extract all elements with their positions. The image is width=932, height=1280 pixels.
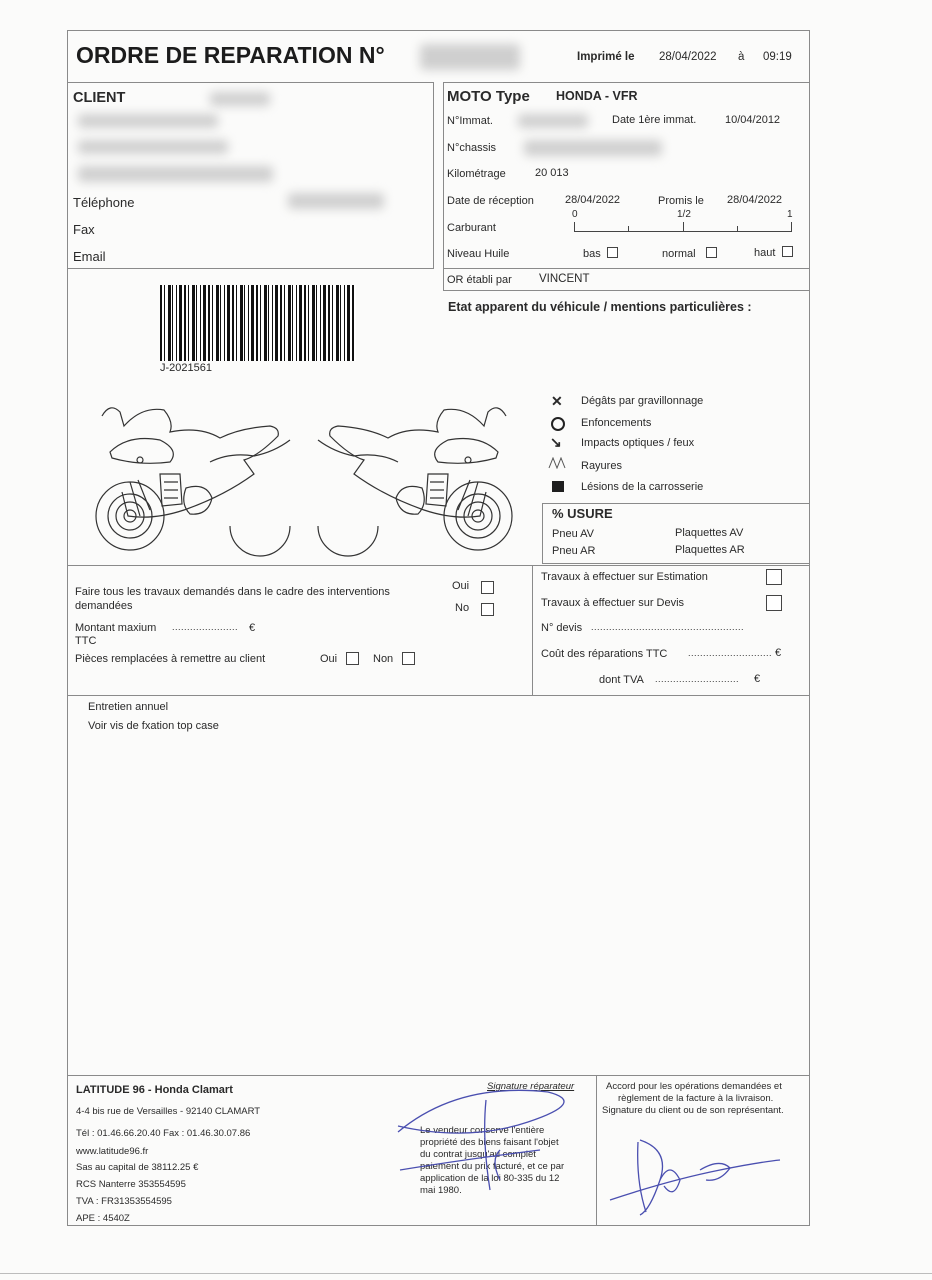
reception-date-value: 28/04/2022 — [565, 194, 621, 206]
all-works-no-checkbox[interactable] — [481, 603, 494, 616]
company-address: 4-4 bis rue de Versailles - 92140 CLAMART — [76, 1106, 261, 1117]
all-works-label: Faire tous les travaux demandés dans le cadre des interventions — [75, 586, 390, 598]
rear-pads-label: Plaquettes AR — [675, 544, 745, 556]
estimation-label: Travaux à effectuer sur Estimation — [541, 571, 708, 583]
page-title: ORDRE DE REPARATION N° — [76, 42, 385, 68]
all-works-yes-label: Oui — [452, 580, 470, 592]
all-works-label-cont: demandées — [75, 600, 133, 612]
chassis-redacted — [524, 140, 662, 156]
arrow-down-right-icon: ↘ — [550, 434, 562, 450]
promised-date-value: 28/04/2022 — [727, 194, 783, 206]
client-phone-label: Téléphone — [73, 195, 135, 210]
promised-date-label: Promis le — [658, 195, 704, 207]
oil-high-label: haut — [754, 247, 776, 259]
fuel-scale-empty: 0 — [572, 209, 578, 220]
repairer-signature-label: Signature réparateur — [487, 1081, 575, 1092]
oil-low-label: bas — [583, 248, 601, 260]
zigzag-icon — [548, 457, 568, 469]
divider — [596, 1075, 597, 1226]
circle-icon — [551, 417, 565, 431]
mileage-value: 20 013 — [535, 167, 569, 179]
parts-return-label: Pièces remplacées à remettre au client — [75, 653, 266, 665]
company-name: LATITUDE 96 - Honda Clamart — [76, 1084, 233, 1096]
legend-label: Enfoncements — [581, 417, 652, 429]
wear-heading: % USURE — [552, 506, 613, 521]
front-pads-label: Plaquettes AV — [675, 527, 744, 539]
first-registration-value: 10/04/2012 — [725, 114, 781, 126]
oil-level-label: Niveau Huile — [447, 248, 510, 260]
reception-date-label: Date de réception — [447, 195, 534, 207]
legend-label: Rayures — [581, 460, 622, 472]
quote-label: Travaux à effectuer sur Devis — [541, 597, 685, 609]
printed-label: Imprimé le — [577, 51, 635, 63]
barcode-text: J-2021561 — [160, 362, 212, 374]
vat-label: dont TVA — [599, 674, 644, 686]
client-signature[interactable] — [600, 1130, 800, 1220]
mileage-label: Kilométrage — [447, 168, 506, 180]
divider — [443, 268, 810, 269]
divider — [67, 1075, 810, 1076]
company-rcs: RCS Nanterre 353554595 — [76, 1179, 186, 1190]
printed-date: 28/04/2022 — [659, 51, 717, 63]
filled-square-icon — [552, 481, 564, 492]
oil-normal-label: normal — [662, 248, 696, 260]
all-works-yes-checkbox[interactable] — [481, 581, 494, 594]
established-by-value: VINCENT — [539, 273, 590, 285]
max-amount-ttc: TTC — [75, 635, 97, 647]
order-number-redacted — [420, 44, 520, 70]
first-registration-label: Date 1ère immat. — [612, 114, 697, 126]
repairer-signature[interactable] — [390, 1080, 595, 1200]
client-fax-label: Fax — [73, 222, 95, 237]
immat-redacted — [518, 114, 588, 128]
immat-label: N°Immat. — [447, 115, 493, 127]
printed-time: 09:19 — [763, 51, 792, 63]
divider — [67, 695, 810, 696]
client-heading: CLIENT — [73, 90, 126, 106]
vehicle-type-value: HONDA - VFR — [556, 89, 638, 103]
vehicle-state-heading: Etat apparent du véhicule / mentions particulières : — [448, 300, 752, 314]
estimation-checkbox[interactable] — [766, 569, 782, 585]
parts-return-yes-checkbox[interactable] — [346, 652, 359, 665]
established-by-label: OR établi par — [447, 274, 512, 286]
oil-high-checkbox[interactable] — [782, 246, 793, 257]
page-edge — [0, 1273, 932, 1274]
oil-low-checkbox[interactable] — [607, 247, 618, 258]
all-works-no-label: No — [455, 602, 470, 614]
repair-order-document: ORDRE DE REPARATION N° Imprimé le 28/04/2022 à 09:19 CLIENT Téléphone Fax Email MOTO Type HONDA - VFR N°Immat. Date 1ère immat. 10/04/2012 N°chassis Kilométrage 20 013 Date de réception 28/04/2022 Promis le 28/04/2022 Carburant 0 1/2 1 Niveau Huile bas normal haut OR établi par VINCENT J-2021561 Etat apparent du véhicule / mentions particulières : ✕ Dégâts par gravillonnage Enfoncements ↘ Impacts optiques / feux Rayures Lésions de la carrosserie % USURE Pneu AV Plaquettes AV Pneu AR Plaquettes AR Faire tous les travaux demandés dans le cadre des interventions demandées Oui No Montant maxium ...................... € TTC Pièces remplacées à remettre au client Oui Non Travaux à effectuer sur Estimation Travaux à effectuer sur Devis N° devis ................................................... Coût des réparations TTC ............................ € dont TVA ............................ € Entretien annuel Voir vis de fxation top case LATITUDE 96 - Honda Clamart 4-4 bis rue de Versailles - 92140 CLAMART Tél : 01.46.66.20.40 Fax : 01.46.30.07.86 www.latitude96.fr Sas au capital de 38112.25 € RCS Nanterre 353554595 TVA : FR31353554595 APE : 4540Z Signature réparateur Le vendeur conserve l'entière propriété des biens faisant l'objet du contrat jusqu'au complet paiement du prix facturé, et ce par application de la loi 80-335 du 12 mai 1980. Accord pour les opérations demandées et règlement de la facture à la livraison. Signature du client ou de son représentant. — [0, 0, 932, 1280]
printed-at-label: à — [738, 51, 745, 63]
oil-normal-checkbox[interactable] — [706, 247, 717, 258]
max-amount-field[interactable]: ...................... — [172, 622, 239, 632]
parts-return-no-checkbox[interactable] — [402, 652, 415, 665]
notes-line: Entretien annuel — [88, 701, 169, 713]
divider — [67, 565, 810, 566]
repair-cost-field[interactable]: ............................ — [688, 648, 773, 658]
quote-checkbox[interactable] — [766, 595, 782, 611]
repair-cost-label: Coût des réparations TTC — [541, 648, 668, 660]
company-ape: APE : 4540Z — [76, 1213, 130, 1224]
fuel-label: Carburant — [447, 222, 496, 234]
motorcycle-right-side-diagram[interactable] — [308, 396, 518, 558]
legend-label: Dégâts par gravillonnage — [581, 395, 704, 407]
max-amount-label: Montant maxium — [75, 622, 157, 634]
divider — [532, 565, 533, 695]
vehicle-type-heading: MOTO Type — [447, 88, 530, 105]
quote-number-label: N° devis — [541, 622, 583, 634]
repair-cost-currency: € — [775, 647, 782, 659]
quote-number-field[interactable]: ................................................... — [591, 622, 745, 632]
client-address-redacted — [78, 140, 228, 154]
vat-currency: € — [754, 673, 761, 685]
client-address-redacted — [78, 166, 273, 182]
chassis-label: N°chassis — [447, 142, 497, 154]
company-tva: TVA : FR31353554595 — [76, 1196, 172, 1207]
client-phone-redacted — [288, 193, 384, 209]
company-phone-fax: Tél : 01.46.66.20.40 Fax : 01.46.30.07.86 — [76, 1128, 251, 1139]
motorcycle-left-side-diagram[interactable] — [90, 396, 300, 558]
max-amount-currency: € — [249, 622, 256, 634]
barcode — [160, 285, 356, 361]
company-capital: Sas au capital de 38112.25 € — [76, 1162, 199, 1173]
client-email-label: Email — [73, 249, 106, 264]
fuel-scale-half: 1/2 — [677, 209, 691, 220]
vat-field[interactable]: ............................ — [655, 674, 740, 684]
notes-line: Voir vis de fxation top case — [88, 720, 219, 732]
legend-label: Impacts optiques / feux — [581, 437, 695, 449]
parts-return-yes-label: Oui — [320, 653, 338, 665]
fuel-gauge[interactable] — [574, 220, 792, 232]
cross-icon: ✕ — [551, 393, 563, 409]
client-name-redacted — [210, 92, 270, 106]
parts-return-no-label: Non — [373, 653, 394, 665]
client-address-redacted — [78, 114, 218, 128]
front-tire-label: Pneu AV — [552, 528, 594, 540]
fuel-scale-full: 1 — [787, 209, 793, 220]
rear-tire-label: Pneu AR — [552, 545, 596, 557]
legend-label: Lésions de la carrosserie — [581, 481, 704, 493]
company-website[interactable]: www.latitude96.fr — [76, 1146, 149, 1157]
